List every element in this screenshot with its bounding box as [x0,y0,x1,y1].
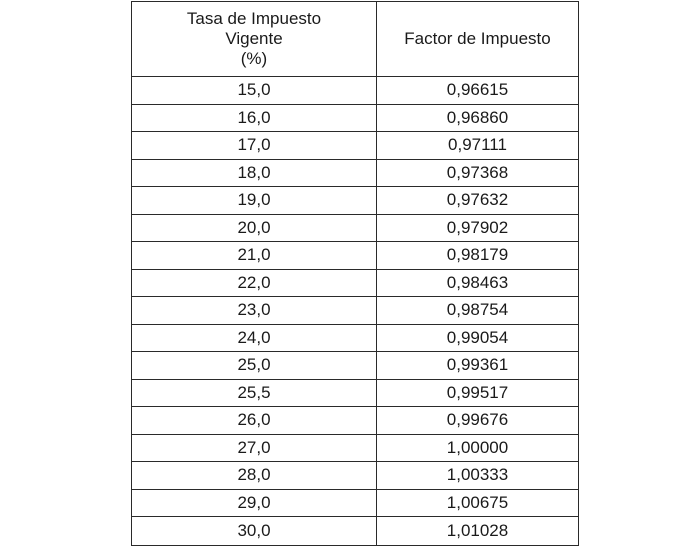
tax-rate-cell: 28,0 [132,462,377,490]
table-row [132,517,579,546]
table-row [132,489,579,517]
tax-factor-cell: 0,99517 [377,379,579,407]
table-row [132,297,579,325]
tax-rate-cell: 24,0 [132,324,377,352]
table-body [132,77,579,546]
tax-rate-cell: 17,0 [132,132,377,160]
tax-factor-cell: 0,97111 [377,132,579,160]
tax-factor-cell: 0,97632 [377,187,579,215]
table-row [132,462,579,490]
header-tax-rate-line-2: Vigente [225,29,283,48]
tax-factor-cell: 1,00675 [377,489,579,517]
tax-rate-cell: 26,0 [132,407,377,435]
table-row [132,159,579,187]
tax-rate-cell: 21,0 [132,242,377,270]
tax-rate-cell: 19,0 [132,187,377,215]
tax-rate-cell: 15,0 [132,77,377,105]
tax-rate-cell: 16,0 [132,104,377,132]
table-row [132,242,579,270]
header-tax-rate-line-1: Tasa de Impuesto [186,9,322,28]
table-row [132,77,579,105]
tax-factor-cell: 1,01028 [377,517,579,546]
table-row [132,187,579,215]
table-row [132,434,579,462]
table-row [132,132,579,160]
tax-factor-cell: 0,99361 [377,352,579,380]
tax-rate-cell: 25,5 [132,379,377,407]
tax-rate-cell: 30,0 [132,517,377,546]
table-row [132,269,579,297]
tax-factor-cell: 0,97902 [377,214,579,242]
table-row [132,104,579,132]
tax-rate-cell: 20,0 [132,214,377,242]
table-row [132,214,579,242]
tax-rate-cell: 25,0 [132,352,377,380]
tax-factor-cell: 1,00000 [377,434,579,462]
header-tax-rate [132,2,377,77]
table-header [132,2,579,77]
tax-rate-cell: 23,0 [132,297,377,325]
tax-rate-cell: 18,0 [132,159,377,187]
tax-rate-cell: 27,0 [132,434,377,462]
tax-factor-cell: 0,99054 [377,324,579,352]
tax-rate-cell: 29,0 [132,489,377,517]
tax-factor-cell: 0,98754 [377,297,579,325]
header-tax-rate-line-3: (%) [240,49,268,68]
tax-factor-cell: 0,99676 [377,407,579,435]
table-row [132,379,579,407]
header-row [132,2,579,77]
tax-factor-cell: 0,97368 [377,159,579,187]
header-tax-factor: Factor de Impuesto [377,2,579,77]
tax-factor-cell: 0,98463 [377,269,579,297]
tax-factor-cell: 1,00333 [377,462,579,490]
tax-factor-table [131,1,579,546]
tax-factor-cell: 0,98179 [377,242,579,270]
tax-rate-cell: 22,0 [132,269,377,297]
tax-factor-cell: 0,96615 [377,77,579,105]
table-row [132,324,579,352]
tax-factor-cell: 0,96860 [377,104,579,132]
table-row [132,352,579,380]
table-row [132,407,579,435]
